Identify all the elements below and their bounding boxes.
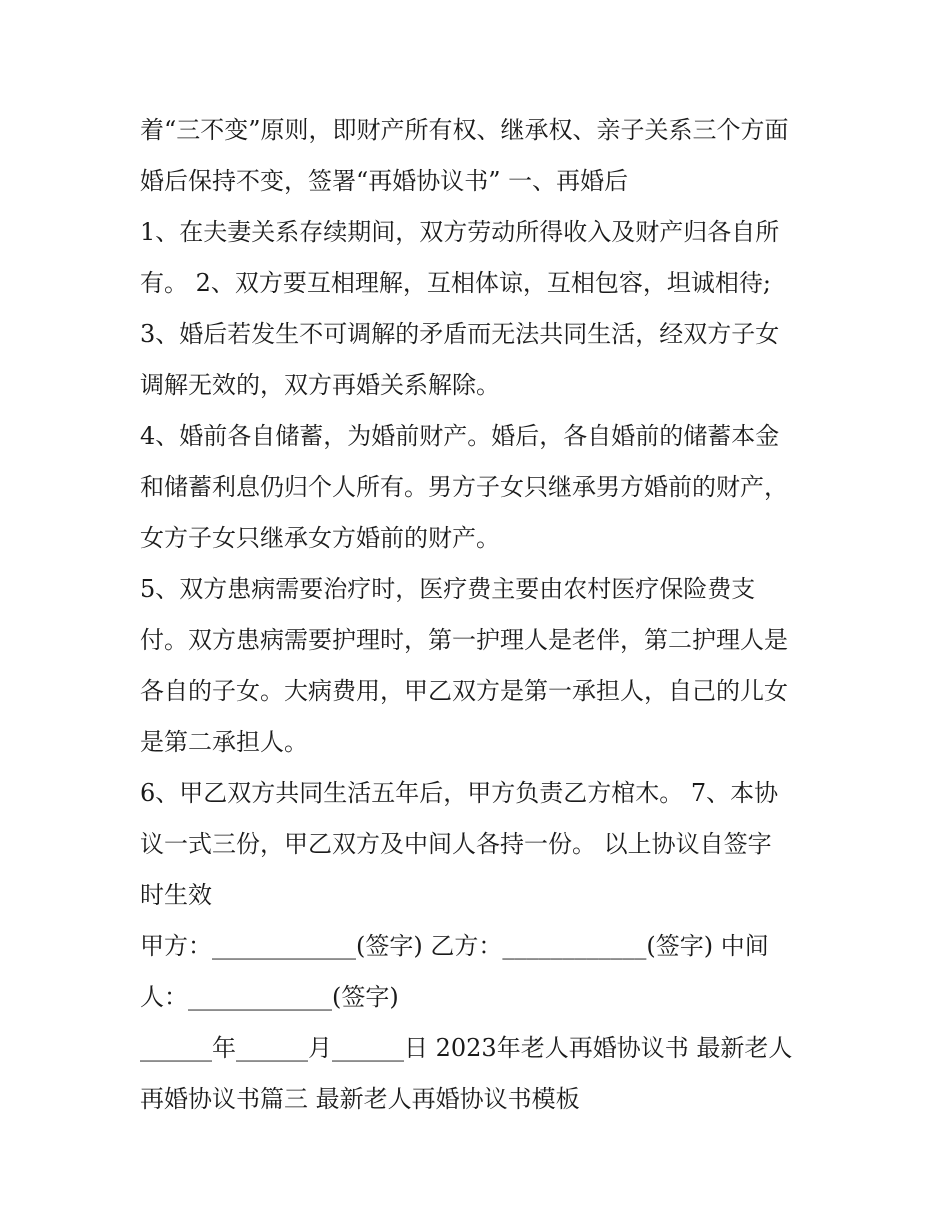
signature-line-parties: 甲方：____________(签字) 乙方：____________(签字) 中间 xyxy=(140,932,769,960)
text-line-15: 议一式三份，甲乙双方及中间人各持一份。 以上协议自签字 xyxy=(140,830,772,858)
text-line-7: 4、婚前各自储蓄，为婚前财产。婚后，各自婚前的储蓄本金 xyxy=(140,422,780,450)
text-line-16: 时生效 xyxy=(140,881,212,909)
text-line-8: 和储蓄利息仍归个人所有。男方子女只继承男方婚前的财产， xyxy=(140,473,788,501)
text-line-6: 调解无效的，双方再婚关系解除。 xyxy=(140,371,500,399)
text-line-2: 婚后保持不变，签署“再婚协议书” 一、再婚后 xyxy=(140,167,629,195)
text-line-1: 着“三不变”原则，即财产所有权、继承权、亲子关系三个方面 xyxy=(140,116,789,144)
text-line-5: 3、婚后若发生不可调解的矛盾而无法共同生活，经双方子女 xyxy=(140,320,780,348)
text-line-3: 1、在夫妻关系存续期间，双方劳动所得收入及财产归各自所 xyxy=(140,218,780,246)
text-line-9: 女方子女只继承女方婚前的财产。 xyxy=(140,524,500,552)
text-line-12: 各自的子女。大病费用，甲乙双方是第一承担人，自己的儿女 xyxy=(140,677,788,705)
text-line-14: 6、甲乙双方共同生活五年后，甲方负责乙方棺木。 7、本协 xyxy=(140,779,779,807)
text-line-4: 有。 2、双方要互相理解，互相体谅，互相包容，坦诚相待; xyxy=(140,269,771,297)
text-line-20: 再婚协议书篇三 最新老人再婚协议书模板 xyxy=(140,1085,580,1113)
text-line-11: 付。双方患病需要护理时，第一护理人是老伴，第二护理人是 xyxy=(140,626,788,654)
date-line: ______年______月______日 2023年老人再婚协议书 最新老人 xyxy=(140,1034,793,1062)
signature-line-witness: 人：____________(签字) xyxy=(140,983,399,1011)
text-line-10: 5、双方患病需要治疗时，医疗费主要由农村医疗保险费支 xyxy=(140,575,756,603)
text-line-13: 是第二承担人。 xyxy=(140,728,308,756)
